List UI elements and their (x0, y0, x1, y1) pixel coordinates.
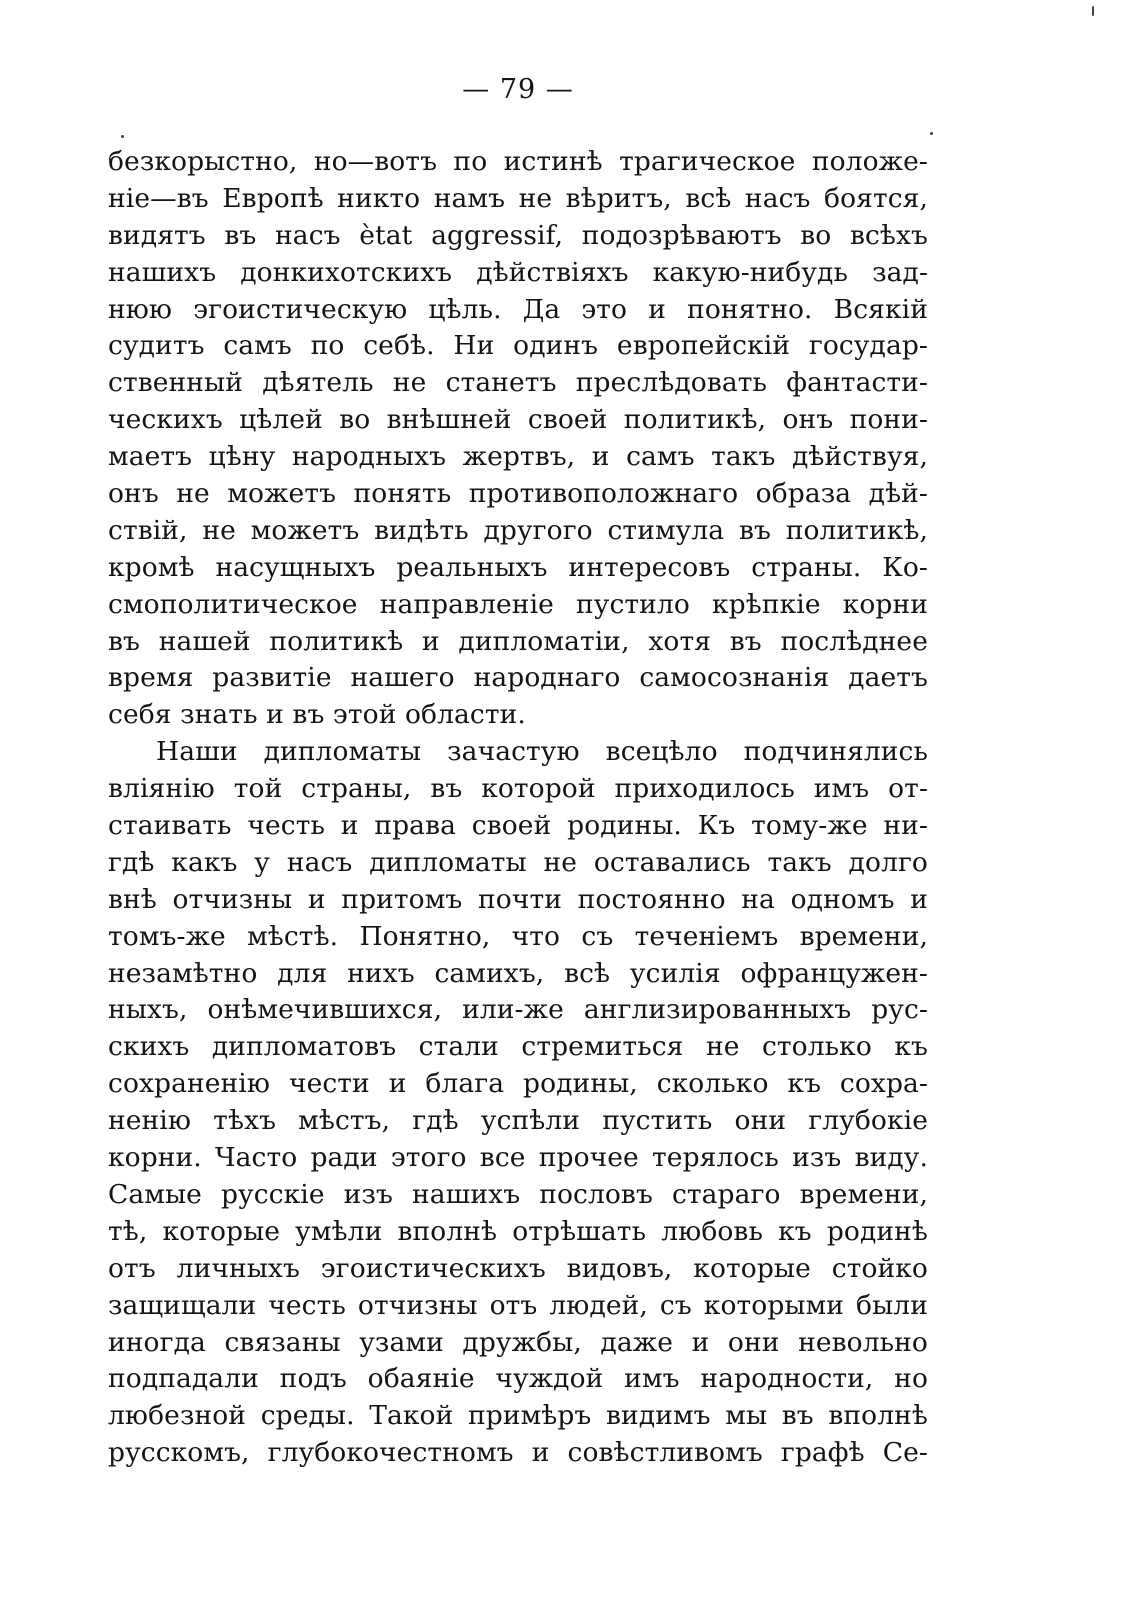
text-line: внѣ отчизны и притомъ почти постоянно на одномъ и (108, 883, 928, 915)
body-text (108, 144, 928, 1472)
text-line: томъ-же мѣстѣ. Понятно, что съ теченіемъ времени, (108, 920, 928, 952)
text-line: защищали честь отчизны отъ людей, съ которыми были (108, 1289, 928, 1321)
text-line: гдѣ какъ у насъ дипломаты не оставались такъ долго (108, 846, 928, 878)
text-line: стаивать честь и права своей родины. Къ тому-же ни- (108, 810, 928, 842)
text-line: ненію тѣхъ мѣстъ, гдѣ успѣли пустить они глубокіе (108, 1105, 928, 1137)
ink-speck (1092, 6, 1094, 16)
text-line: иногда связаны узами дружбы, даже и они невольно (108, 1326, 928, 1358)
text-line: Наши дипломаты зачастую всецѣло подчинялись (156, 736, 928, 768)
text-line: русскомъ, глубокочестномъ и совѣстливомъ графѣ Се- (108, 1437, 928, 1469)
text-line: сохраненію чести и блага родины, сколько къ сохра- (108, 1068, 928, 1100)
text-line: видятъ въ насъ ètat aggressif, подозрѣваютъ во всѣхъ (108, 219, 928, 251)
text-line: вліянію той страны, въ которой приходилось имъ от- (108, 773, 928, 805)
text-line: любезной среды. Такой примѣръ видимъ мы въ вполнѣ (108, 1400, 928, 1432)
text-line: нашихъ донкихотскихъ дѣйствіяхъ какую-нибудь зад- (108, 256, 928, 288)
text-line: кромѣ насущныхъ реальныхъ интересовъ страны. Ко- (108, 551, 928, 583)
text-line: корни. Часто ради этого все прочее терялось изъ виду. (108, 1142, 928, 1174)
text-line: ствій, не можетъ видѣть другого стимула въ политикѣ, (108, 514, 928, 546)
text-line: нюю эгоистическую цѣль. Да это и понятно. Всякій (108, 293, 928, 325)
page-number: — 79 — (462, 74, 574, 105)
ink-speck (121, 135, 124, 138)
text-line: время развитіе нашего народнаго самосознанія даетъ (108, 662, 928, 694)
text-line: ственный дѣятель не станетъ преслѣдовать фантасти- (108, 367, 928, 399)
text-line: ческихъ цѣлей во внѣшней своей политикѣ, онъ пони- (108, 404, 928, 436)
text-line: ніе—въ Европѣ никто намъ не вѣритъ, всѣ насъ боятся, (108, 182, 928, 214)
text-line: смополитическое направленіе пустило крѣпкіе корни (108, 588, 928, 620)
text-line: отъ личныхъ эгоистическихъ видовъ, которые стойко (108, 1252, 928, 1284)
text-line: себя знать и въ этой области. (108, 699, 526, 731)
text-line: Самые русскіе изъ нашихъ пословъ стараго времени, (108, 1178, 928, 1210)
text-line: маетъ цѣну народныхъ жертвъ, и самъ такъ дѣйствуя, (108, 441, 928, 473)
text-line: безкорыстно, но—вотъ по истинѣ трагическое положе- (108, 146, 928, 177)
text-line: онъ не можетъ понять противоположнаго образа дѣй- (108, 478, 928, 510)
text-line: въ нашей политикѣ и дипломатіи, хотя въ послѣднее (108, 625, 928, 657)
paragraph-2 (108, 734, 928, 1472)
paragraph-1 (108, 144, 928, 734)
text-line: ныхъ, онѣмечившихся, или-же англизированныхъ рус- (108, 994, 928, 1026)
text-line: подпадали подъ обаяніе чуждой имъ народности, но (108, 1363, 928, 1395)
text-line: судитъ самъ по себѣ. Ни одинъ европейскій государ- (108, 330, 928, 362)
text-line: скихъ дипломатовъ стали стремиться не столько къ (108, 1031, 928, 1063)
text-line: тѣ, которые умѣли вполнѣ отрѣшать любовь къ родинѣ (108, 1215, 928, 1247)
ink-speck (930, 132, 933, 135)
text-line: незамѣтно для нихъ самихъ, всѣ усилія офранцужен- (108, 957, 928, 989)
